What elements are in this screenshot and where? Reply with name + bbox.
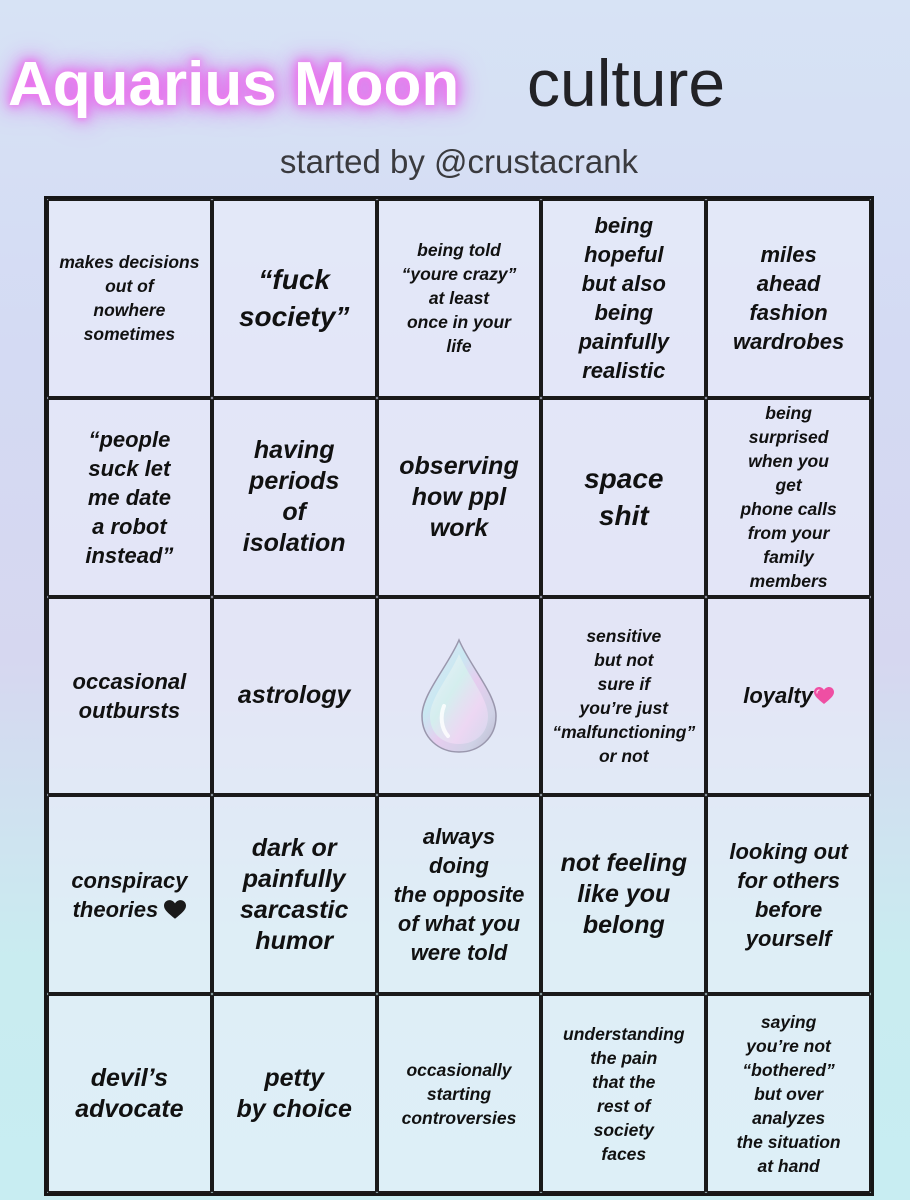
bingo-cell xyxy=(706,199,871,398)
cell-text: always doing the opposite of what you were told xyxy=(393,824,525,966)
cell-text-loyalty xyxy=(743,681,834,710)
bingo-cell xyxy=(47,199,212,398)
cell-text: not feeling like you belong xyxy=(560,849,687,940)
bingo-cell xyxy=(706,795,871,994)
cell-text: having periods of isolation xyxy=(242,436,346,558)
title-row xyxy=(0,40,910,130)
cell-text: being surprised when you get phone calls from your family members xyxy=(740,403,837,592)
bingo-cell xyxy=(47,795,212,994)
bingo-cell xyxy=(377,398,542,597)
cell-text: petty by choice xyxy=(236,1063,352,1123)
cell-text: occasionally starting controversies xyxy=(401,1059,517,1128)
bingo-cell xyxy=(541,199,706,398)
cell-text: conspiracy theories xyxy=(71,867,188,922)
bingo-cell xyxy=(541,795,706,994)
cell-text: devil’s advocate xyxy=(75,1063,184,1123)
bingo-cell xyxy=(212,398,377,597)
bingo-cell xyxy=(47,994,212,1193)
cell-text: miles ahead fashion wardrobes xyxy=(732,242,845,355)
bingo-cell xyxy=(706,994,871,1193)
cell-text: looking out for others before yourself xyxy=(729,838,848,951)
cell-text: space shit xyxy=(584,463,664,532)
bingo-cell xyxy=(541,597,706,796)
cell-text-conspiracy xyxy=(71,866,187,924)
cell-text: astrology xyxy=(237,681,351,710)
pink-heart-icon xyxy=(814,687,834,705)
cell-text: loyalty xyxy=(743,683,813,709)
cell-text: occasional outbursts xyxy=(72,668,187,723)
water-drop-icon xyxy=(414,636,504,756)
bingo-board xyxy=(44,196,874,1196)
bingo-cell xyxy=(212,795,377,994)
bingo-cell xyxy=(541,994,706,1193)
bingo-cell xyxy=(377,994,542,1193)
cell-text: sensitive but not sure if you’re just “malfunctioning” or not xyxy=(552,625,696,766)
bingo-cell xyxy=(212,994,377,1193)
black-heart-icon xyxy=(164,900,186,920)
cell-text: makes decisions out of nowhere sometimes xyxy=(59,252,200,345)
cell-text: “fuck society” xyxy=(238,264,350,333)
bingo-cell xyxy=(212,597,377,796)
bingo-cell xyxy=(377,199,542,398)
title-rest: culture xyxy=(527,46,726,120)
bingo-cell xyxy=(377,795,542,994)
subtitle: started by @crustacrank xyxy=(279,143,639,180)
cell-text: being hopeful but also being painfully realistic xyxy=(578,213,670,384)
cell-text: being told “youre crazy” at least once in your life xyxy=(401,240,517,357)
cell-text: observing how ppl work xyxy=(399,451,519,542)
cell-text: “people suck let me date a robot instead” xyxy=(85,426,174,568)
cell-text: understanding the pain that the rest of society faces xyxy=(563,1023,685,1164)
bingo-cell xyxy=(47,597,212,796)
bingo-cell xyxy=(212,199,377,398)
cell-text: saying you’re not “bothered” but over analyzes the situation at hand xyxy=(736,1011,841,1176)
bingo-cell-center xyxy=(377,597,542,796)
bingo-cell xyxy=(706,398,871,597)
bingo-cell xyxy=(47,398,212,597)
bingo-cell xyxy=(541,398,706,597)
cell-text: dark or painfully sarcastic humor xyxy=(239,833,349,955)
bingo-cell xyxy=(706,597,871,796)
title-highlight: Aquarius Moon xyxy=(8,50,460,119)
